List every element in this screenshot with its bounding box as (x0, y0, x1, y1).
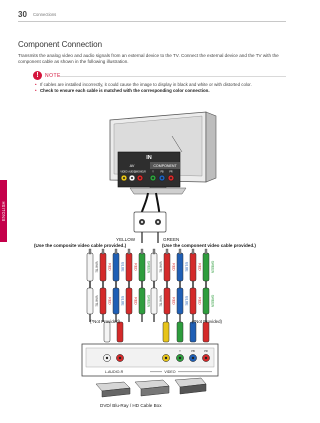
page-number: 30 (18, 10, 27, 19)
connector-plug (100, 288, 106, 314)
connector-color-label: RED (133, 297, 138, 305)
connector-tip (153, 249, 155, 254)
tv-port-label: PB (160, 171, 164, 174)
connector-tip (89, 249, 91, 254)
connector-plug (113, 253, 119, 281)
device-port-pin (205, 357, 207, 359)
connector-color-label: RED (171, 263, 176, 271)
composite-cable-caption: (Use the composite video cable provided.) (34, 243, 127, 248)
connector-color-label: BLUE (184, 262, 189, 272)
connector-tip (102, 249, 104, 254)
device-illustrations (96, 378, 206, 397)
connector-color-label: RED (133, 263, 138, 271)
connector-color-label: BLUE (120, 262, 125, 272)
tv-port-label: Y (152, 171, 154, 174)
device-port-label: PR (204, 350, 208, 353)
device-port-label: Y (179, 350, 181, 353)
section-name: Connections (33, 12, 57, 17)
connector-plug (139, 253, 145, 281)
connector-plug (164, 253, 170, 281)
connector-plug (100, 253, 106, 281)
tv-port-pin (170, 177, 172, 179)
component-cable-caption: (Use the component video cable provided.) (162, 243, 256, 248)
note-item: • If cables are installed incorrectly, it could cause the image to display in black and white or with distorted color. (35, 82, 287, 88)
device-video-label: VIDEO (164, 370, 176, 374)
connector-color-label: GREEN (210, 294, 215, 308)
device-port-pin (119, 357, 121, 359)
device-port-pin (179, 357, 181, 359)
connector-group-right (151, 249, 215, 314)
green-cable-label: GREEN (163, 237, 180, 242)
connector-tip (166, 249, 168, 254)
connector-plug (203, 253, 209, 281)
device-audio-label: L-AUDIO-R (104, 370, 124, 374)
tv-port-label: PR (169, 171, 173, 174)
not-provided-right-label: (*Not Provided) (192, 319, 223, 324)
note-icon: ! (33, 71, 42, 80)
connector-tip (179, 249, 181, 254)
language-tab-label: ENGLISH (1, 201, 6, 221)
device-caption: DVD/ Blu-Ray / HD Cable Box (100, 403, 162, 408)
connector-color-label: WHITE (94, 295, 99, 307)
device-side-plug (190, 322, 196, 342)
connector-color-label: WHITE (94, 261, 99, 273)
connector-plug (139, 288, 145, 314)
cable-set-top (134, 193, 166, 243)
yellow-cable-label: YELLOW (116, 237, 136, 242)
device-port-pin (165, 357, 167, 359)
connector-color-label: RED (197, 297, 202, 305)
connector-plug (113, 288, 119, 314)
connector-plug (177, 253, 183, 281)
connector-plug (151, 253, 157, 281)
tv-port-pin (152, 177, 154, 179)
tv-port-pin (139, 177, 141, 179)
tv-port-pin (123, 177, 125, 179)
note-item: • Check to ensure each cable is matched with the corresponding color connection. (35, 88, 287, 94)
connector-tip (192, 249, 194, 254)
device-side-plug (177, 322, 183, 342)
connector-group-left (87, 249, 151, 314)
connector-color-label: RED (197, 263, 202, 271)
connector-color-label: RED (107, 263, 112, 271)
intro-paragraph: Transmits the analog video and audio signals from an external device to the TV. Connect the external device and the TV with the component cable as shown in the following illustration. (18, 53, 279, 65)
tv-port-pin (161, 177, 163, 179)
panel-component-label: COMPONENT (153, 164, 177, 168)
connector-plug (126, 253, 132, 281)
connector-tip (205, 249, 207, 254)
connector-color-label: BLUE (184, 296, 189, 306)
note-label: NOTE (45, 73, 61, 79)
connector-plug (203, 288, 209, 314)
connector-plug (87, 253, 93, 281)
device-side-plug (163, 322, 169, 342)
tv-port-label: AUDIO (128, 171, 136, 174)
connector-plug (190, 253, 196, 281)
connector-plug (151, 288, 157, 314)
connector-color-label: WHITE (158, 295, 163, 307)
page-title: Component Connection (18, 40, 103, 49)
connector-color-label: RED (171, 297, 176, 305)
device-side-plug (203, 322, 209, 342)
tv-port-pin (131, 177, 133, 179)
device-port-pin (106, 357, 108, 359)
device-side-plug (104, 322, 110, 342)
connector-color-label: WHITE (158, 261, 163, 273)
device-port-pin (192, 357, 194, 359)
connector-plug (177, 288, 183, 314)
connector-tip (128, 249, 130, 254)
connector-plug (126, 288, 132, 314)
connector-color-label: GREEN (210, 260, 215, 274)
not-provided-left-label: (*Not Provided) (90, 319, 121, 324)
device-port-label: PB (191, 350, 195, 353)
connector-color-label: RED (107, 297, 112, 305)
tv-port-label: R (144, 171, 146, 174)
connector-color-label: GREEN (146, 260, 151, 274)
panel-av-label: AV (129, 164, 135, 168)
connector-tip (115, 249, 117, 254)
tv-port-label: VIDEO (120, 171, 128, 174)
connector-plug (164, 288, 170, 314)
device-panel (82, 344, 218, 376)
connector-plug (190, 288, 196, 314)
connector-tip (141, 249, 143, 254)
connector-color-label: BLUE (120, 296, 125, 306)
connector-plug (87, 288, 93, 314)
device-side-plug (117, 322, 123, 342)
tv-port-label: L(MONO) (134, 171, 144, 174)
connector-color-label: GREEN (146, 294, 151, 308)
panel-in-label: IN (146, 155, 152, 161)
